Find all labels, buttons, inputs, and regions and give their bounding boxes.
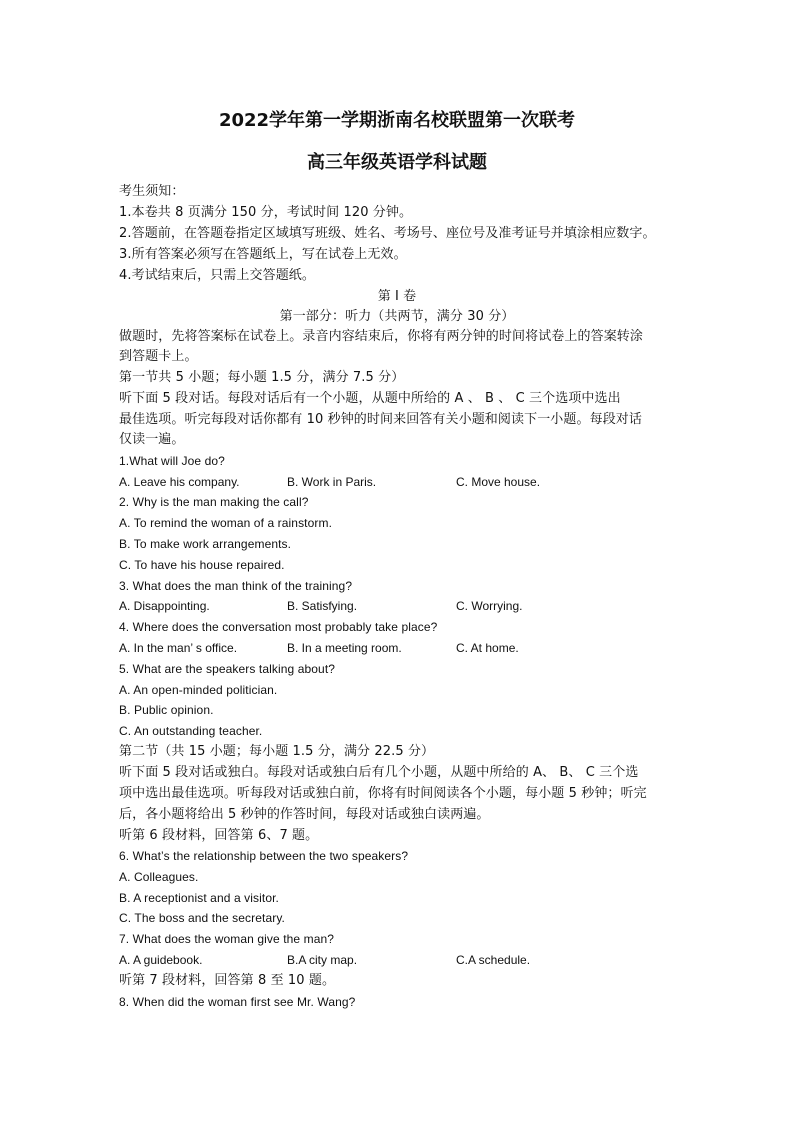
notice-item: 2.答题前，在答题卷指定区域填写班级、姓名、考场号、座位号及准考证号并填涂相应数字。: [119, 226, 656, 241]
material-heading: 听第 7 段材料，回答第 8 至 10 题。: [119, 973, 336, 988]
option-c: C. Move house.: [456, 475, 541, 489]
section2-instructions: 后，各小题将给出 5 秒钟的作答时间，每段对话或独白读两遍。: [119, 807, 490, 822]
question-stem: 6. What’s the relationship between the two speakers?: [119, 849, 409, 863]
option-b: B. Satisfying.: [287, 599, 358, 613]
question-stem: 4. Where does the conversation most probably take place?: [119, 620, 438, 634]
notice-item: 1.本卷共 8 页满分 150 分，考试时间 120 分钟。: [119, 205, 413, 220]
option-c: C.A schedule.: [456, 953, 531, 967]
question-stem: 5. What are the speakers talking about?: [119, 662, 336, 676]
section2-instructions: 项中选出最佳选项。听每段对话或独白前，你将有时间阅读各个小题，每小题 5 秒钟；听完: [119, 786, 647, 801]
option-b: B. In a meeting room.: [287, 641, 402, 655]
section1-title: 第一节共 5 小题；每小题 1.5 分，满分 7.5 分）: [119, 370, 405, 385]
section2-title: 第二节（共 15 小题；每小题 1.5 分，满分 22.5 分）: [119, 744, 435, 759]
option-a: A. An open-minded politician.: [119, 683, 278, 697]
material-heading: 听第 6 段材料，回答第 6、7 题。: [119, 828, 319, 843]
option-b: B. Work in Paris.: [287, 475, 377, 489]
part1-title: 第一部分：听力（共两节，满分 30 分）: [279, 309, 515, 324]
question-stem: 2. Why is the man making the call?: [119, 495, 309, 509]
notice-heading: 考生须知：: [119, 184, 185, 199]
option-a: A. In the man’ s office.: [119, 641, 238, 655]
option-c: C. An outstanding teacher.: [119, 724, 263, 738]
question-stem: 3. What does the man think of the training?: [119, 579, 353, 593]
option-c: C. Worrying.: [456, 599, 523, 613]
option-b: B. To make work arrangements.: [119, 537, 292, 551]
section1-instructions: 仅读一遍。: [119, 432, 185, 447]
option-b: B. Public opinion.: [119, 703, 214, 717]
option-b: B. A receptionist and a visitor.: [119, 891, 279, 905]
notice-item: 4.考试结束后，只需上交答题纸。: [119, 268, 316, 283]
option-c: C. At home.: [456, 641, 519, 655]
question-stem: 7. What does the woman give the man?: [119, 932, 335, 946]
option-a: A. A guidebook.: [119, 953, 203, 967]
question-stem: 1.What will Joe do?: [119, 454, 225, 468]
option-c: C. The boss and the secretary.: [119, 911, 285, 925]
exam-title: 2022学年第一学期浙南名校联盟第一次联考: [218, 110, 576, 131]
part1-instructions: 做题时，先将答案标在试卷上。录音内容结束后，你将有两分钟的时间将试卷上的答案转涂: [119, 329, 644, 344]
notice-item: 3.所有答案必须写在答题纸上，写在试卷上无效。: [119, 247, 407, 262]
volume-heading: 第 Ⅰ 卷: [377, 289, 417, 304]
option-b: B.A city map.: [287, 953, 358, 967]
exam-subtitle: 高三年级英语学科试题: [307, 152, 487, 173]
section2-instructions: 听下面 5 段对话或独白。每段对话或独白后有几个小题，从题中所给的 A、 B、 C 三个选: [119, 765, 639, 780]
question-stem: 8. When did the woman first see Mr. Wang?: [119, 995, 356, 1009]
section1-instructions: 最佳选项。听完每段对话你都有 10 秒钟的时间来回答有关小题和阅读下一小题。每段对话: [119, 412, 643, 427]
option-a: A. Disappointing.: [119, 599, 210, 613]
part1-instructions: 到答题卡上。: [119, 349, 198, 364]
option-a: A. Colleagues.: [119, 870, 199, 884]
option-a: A. To remind the woman of a rainstorm.: [119, 516, 333, 530]
option-c: C. To have his house repaired.: [119, 558, 285, 572]
option-a: A. Leave his company.: [119, 475, 240, 489]
section1-instructions: 听下面 5 段对话。每段对话后有一个小题，从题中所给的 A 、 B 、 C 三个选项中选出: [119, 391, 621, 406]
